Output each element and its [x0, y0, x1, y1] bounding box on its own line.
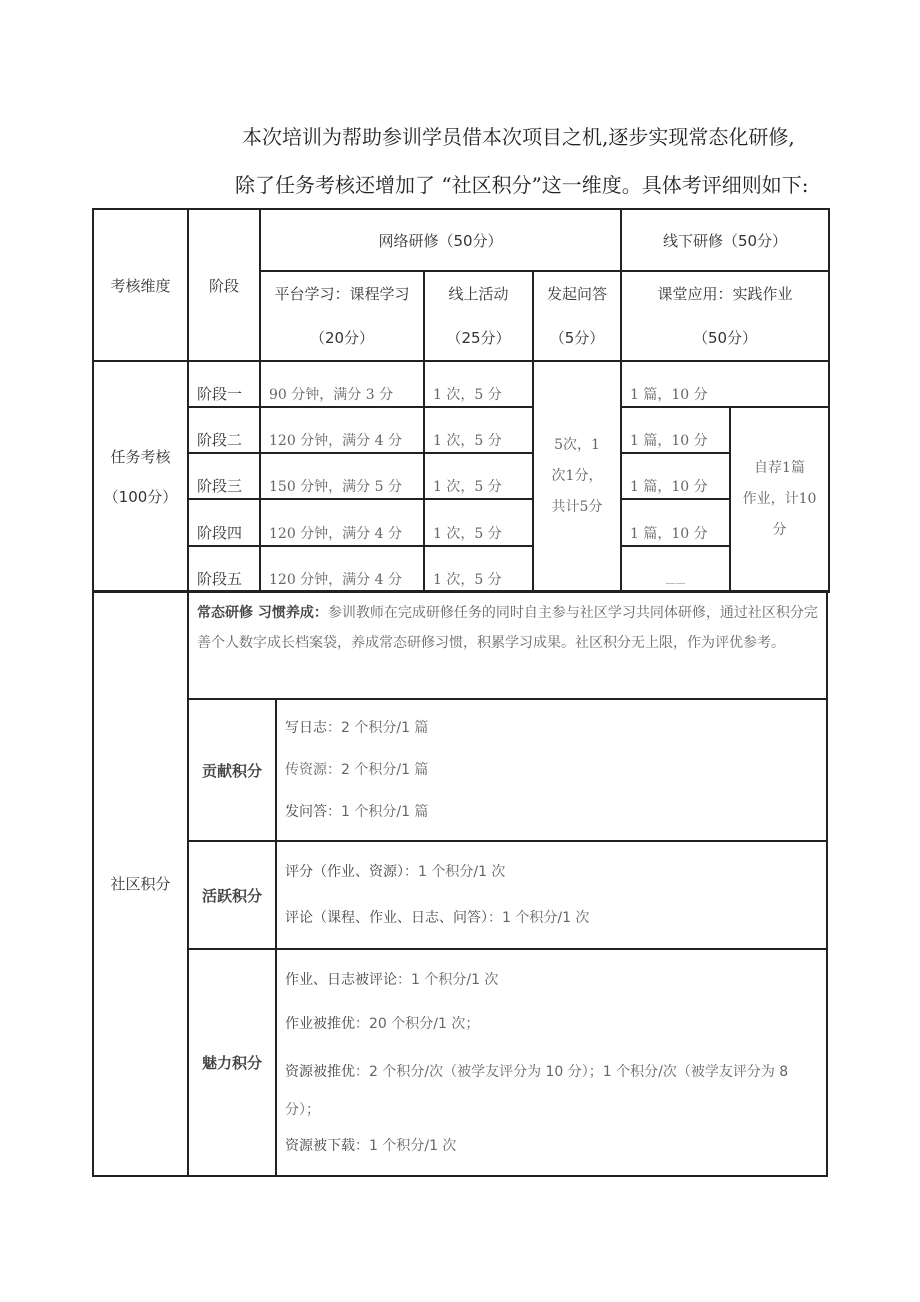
homework-value: 1 篇，10 分 — [621, 499, 730, 546]
table-row — [93, 407, 829, 453]
rule-name: 评论（课程、作业、日志、问答） — [285, 910, 488, 926]
activity-value: 1 次，5 分 — [424, 453, 533, 499]
rule-value: ：2 个积分/1 篇 — [327, 762, 429, 778]
rule-value: ：1 个积分/1 次 — [404, 864, 506, 880]
list-item — [285, 850, 818, 894]
list-item — [285, 896, 818, 940]
community-intro — [188, 591, 827, 699]
rule-value: ：2 个积分/次（被学友评分为 10 分）；1 个积分/次（被学友评分为 8 分）； — [285, 1063, 789, 1118]
activity-value: 1 次，5 分 — [424, 546, 533, 592]
question-rule — [533, 361, 621, 592]
self-recommend-rule — [730, 407, 829, 592]
activity-value: 1 次，5 分 — [424, 361, 533, 407]
stage-name: 阶段一 — [188, 361, 260, 407]
contribution-rules — [276, 699, 827, 841]
question-rule-1: 5次，1 — [554, 437, 600, 453]
rule-name: 作业、日志被评论 — [285, 971, 397, 988]
header-classroom-label: 课堂应用：实践作业 — [657, 285, 793, 303]
rule-name: 资源被下载 — [285, 1137, 355, 1154]
activity-value: 1 次，5 分 — [424, 499, 533, 546]
header-platform — [260, 271, 424, 361]
table-row — [93, 499, 829, 546]
header-platform-score: （20分） — [309, 329, 375, 347]
header-activity-label: 线上活动 — [448, 285, 509, 303]
list-item — [285, 708, 818, 748]
header-dimension: 考核维度 — [93, 209, 188, 361]
rule-value: ：1 个积分/1 次 — [397, 971, 499, 988]
rule-value: ：2 个积分/1 篇 — [327, 720, 429, 736]
activity-value: 1 次，5 分 — [424, 407, 533, 453]
platform-value: 90 分钟，满分 3 分 — [260, 361, 424, 407]
list-item — [285, 1131, 818, 1161]
activity-points-label: 活跃积分 — [188, 841, 276, 949]
list-item — [285, 1009, 818, 1039]
homework-value: 1 篇，10 分 — [621, 407, 730, 453]
task-label — [93, 361, 188, 592]
task-assessment-table — [92, 208, 830, 593]
header-classroom — [621, 271, 829, 361]
stage-name: 阶段四 — [188, 499, 260, 546]
self-rule-1: 自荐1篇 — [754, 460, 805, 476]
stage-name: 阶段三 — [188, 453, 260, 499]
community-intro-text: 参训教师在完成研修任务的同时自主参与社区学习共同体研修，通过社区积分完善个人数字成长档案袋，养成常态研修习惯，积累学习成果。社区积分无上限，作为评优参考。 — [197, 605, 818, 651]
charm-points-label: 魅力积分 — [188, 949, 276, 1176]
community-intro-bold: 常态研修 习惯养成： — [197, 605, 328, 621]
table-row — [93, 546, 829, 592]
list-item — [285, 750, 818, 790]
activity-rules — [276, 841, 827, 949]
header-online: 网络研修（50分） — [260, 209, 621, 271]
list-item — [285, 1053, 818, 1129]
platform-value: 120 分钟，满分 4 分 — [260, 546, 424, 592]
stage-name: 阶段二 — [188, 407, 260, 453]
rule-name: 作业被推优 — [285, 1015, 355, 1032]
header-offline: 线下研修（50分） — [621, 209, 829, 271]
platform-value: 120 分钟，满分 4 分 — [260, 407, 424, 453]
task-label-text: 任务考核 — [110, 447, 171, 466]
self-rule-2: 作业，计10 — [742, 491, 817, 507]
homework-value: —— — [621, 546, 730, 592]
self-rule-3: 分 — [772, 522, 787, 538]
header-activity-score: （25分） — [446, 329, 511, 347]
stage-name: 阶段五 — [188, 546, 260, 592]
header-platform-label: 平台学习：课程学习 — [274, 285, 410, 303]
rule-value: ：20 个积分/1 次； — [355, 1015, 480, 1032]
charm-rules — [276, 949, 827, 1176]
community-label: 社区积分 — [93, 591, 188, 1176]
header-classroom-score: （50分） — [692, 329, 758, 347]
rule-value: ：1 个积分/1 篇 — [327, 804, 429, 820]
list-item — [285, 965, 818, 995]
homework-value: 1 篇，10 分 — [621, 361, 829, 407]
intro-line-2: 除了任务考核还增加了 “社区积分”这一维度。具体考评细则如下: — [235, 173, 809, 197]
table-row — [93, 453, 829, 499]
rule-name: 传资源 — [285, 762, 327, 778]
question-rule-2: 次1分， — [551, 468, 603, 484]
rule-value: ：1 个积分/1 次 — [488, 910, 590, 926]
question-rule-3: 共计5分 — [551, 499, 603, 515]
header-activity — [424, 271, 533, 361]
community-points-table — [92, 590, 828, 1177]
table-row — [93, 361, 829, 407]
platform-value: 120 分钟，满分 4 分 — [260, 499, 424, 546]
task-score: （100分） — [103, 487, 178, 506]
rule-name: 写日志 — [285, 720, 327, 736]
list-item — [285, 792, 818, 832]
rule-name: 发问答 — [285, 804, 327, 820]
intro-line-1: 本次培训为帮助参训学员借本次项目之机,逐步实现常态化研修, — [242, 125, 795, 149]
contribution-label: 贡献积分 — [188, 699, 276, 841]
platform-value: 150 分钟，满分 5 分 — [260, 453, 424, 499]
rule-name: 评分（作业、资源） — [285, 864, 404, 880]
rule-value: ：1 个积分/1 次 — [355, 1137, 457, 1154]
header-stage: 阶段 — [188, 209, 260, 361]
header-question-score: （5分） — [549, 329, 605, 347]
header-question-label: 发起问答 — [546, 285, 607, 303]
header-question — [533, 271, 621, 361]
rule-name: 资源被推优 — [285, 1063, 355, 1080]
homework-value: 1 篇，10 分 — [621, 453, 730, 499]
